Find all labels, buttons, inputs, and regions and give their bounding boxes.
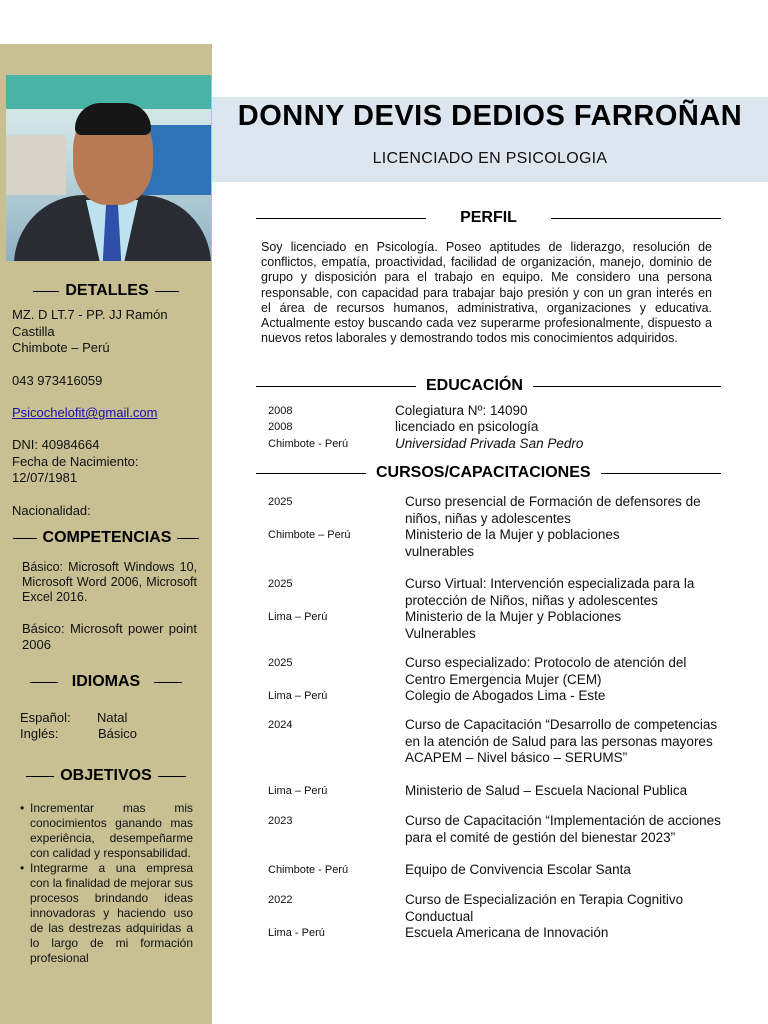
perfil-heading: PERFIL bbox=[256, 209, 721, 227]
language-row: Español: Natal bbox=[20, 710, 128, 725]
education-row: 2008 licenciado en psicología bbox=[268, 419, 539, 434]
course-year-row: 2025 Curso Virtual: Intervención especializada para la protección de Niños, niñas y adolescentes bbox=[268, 576, 695, 608]
page-title: DONNY DEVIS DEDIOS FARROÑAN bbox=[237, 100, 743, 132]
education-row: 2008 Colegiatura Nº: 14090 bbox=[268, 403, 528, 418]
email-link[interactable] bbox=[12, 405, 157, 422]
objetivos-list bbox=[20, 801, 193, 966]
competencias-heading: COMPETENCIAS bbox=[0, 529, 212, 547]
course-year-row: 2024 Curso de Capacitación “Desarrollo de competencias en la atención de Salud para las personas mayores ACAPEM – Nivel básico – SERUMS” bbox=[268, 717, 718, 765]
phone: 043 973416059 bbox=[12, 373, 103, 388]
course-year-row: 2025 Curso presencial de Formación de defensores de niños, niñas y adolescentes bbox=[268, 494, 701, 526]
idiomas-heading: IDIOMAS bbox=[0, 673, 212, 691]
course-year-row: 2022 Curso de Especialización en Terapia Cognitivo Conductual bbox=[268, 892, 684, 924]
course-place-row: Lima - Perú Escuela Americana de Innovación bbox=[268, 925, 609, 940]
perfil-text: Soy licenciado en Psicología. Poseo aptitudes de liderazgo, resolución de conflictos, empatía, proactividad, facilidad de organización, manejo, dominio de grupo y disposición para el trabajo en equipo. Me considero una persona responsable, con capacidad para trabajar bajo presión y con un gran interés en el área de recursos humanos, administrativa, organizaciones y educativa. Actualmente estoy buscando cada vez superarme profesionalmente, dispuesto a nuevos retos laborales y demostrando todos mis conocimientos adquiridos. bbox=[261, 240, 712, 346]
course-year-row: 2023 Curso de Capacitación “Implementación de acciones para el comité de gestión del bienestar 2023” bbox=[268, 813, 721, 845]
cursos-heading: CURSOS/CAPACITACIONES bbox=[256, 464, 721, 482]
detalles-heading: DETALLES bbox=[0, 282, 212, 300]
email-address[interactable]: Psicochelofit@gmail.com bbox=[12, 405, 158, 420]
language-row: Inglés: Básico bbox=[20, 726, 138, 741]
course-place-row: Lima – Perú Ministerio de la Mujer y Poblaciones Vulnerables bbox=[268, 609, 622, 641]
educacion-heading: EDUCACIÓN bbox=[256, 377, 721, 395]
profile-photo bbox=[6, 75, 211, 261]
course-place-row: Lima – Perú Ministerio de Salud – Escuela Nacional Publica bbox=[268, 783, 688, 798]
course-year-row: 2025 Curso especializado: Protocolo de atención del Centro Emergencia Mujer (CEM) bbox=[268, 655, 687, 687]
competencia-item: Básico: Microsoft power point 2006 bbox=[22, 621, 197, 652]
objetivos-heading: OBJETIVOS bbox=[0, 767, 212, 785]
list-item: • Integrarme a una empresa con la finalidad de mejorar sus procesos brindando ideas innovadoras y haciendo uso de las destrezas adquiridas a lo largo de mi formación profesional bbox=[20, 861, 193, 966]
course-place-row: Chimbote – Perú Ministerio de la Mujer y poblaciones vulnerables bbox=[268, 527, 620, 559]
list-item: • Incrementar mas mis conocimientos ganando mas experiência, desempeñarme con calidad y responsabilidad. bbox=[20, 801, 193, 861]
nationality: Nacionalidad: bbox=[12, 503, 91, 518]
job-title: LICENCIADO EN PSICOLOGIA bbox=[372, 150, 608, 167]
course-place-row: Chimbote - Perú Equipo de Convivencia Escolar Santa bbox=[268, 862, 631, 877]
personal-data: DNI: 40984664 Fecha de Nacimiento: 12/07/1981 bbox=[12, 437, 139, 485]
competencia-item: Básico: Microsoft Windows 10, Microsoft Word 2006, Microsoft Excel 2016. bbox=[22, 560, 197, 604]
course-place-row: Lima – Perú Colegio de Abogados Lima - Este bbox=[268, 688, 606, 703]
address: MZ. D LT.7 - PP. JJ Ramón Castilla Chimbote – Perú bbox=[12, 307, 168, 355]
education-row: Chimbote - Perú Universidad Privada San Pedro bbox=[268, 436, 584, 451]
